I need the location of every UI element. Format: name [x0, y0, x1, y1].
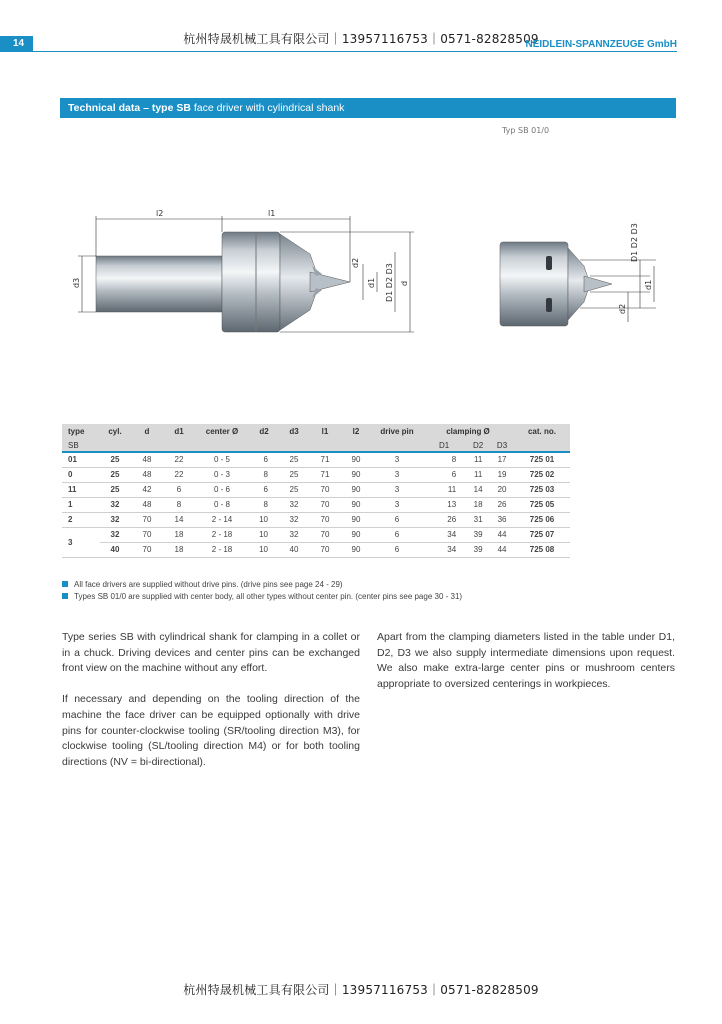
notes — [62, 578, 462, 602]
header-contact: 杭州特晟机械工具有限公司｜13957116753｜0571-82828509 — [183, 32, 539, 46]
body — [222, 232, 280, 332]
front-body — [500, 242, 568, 326]
section-title-rest: face driver with cylindrical shank — [190, 102, 345, 114]
svg-text:d2: d2 — [351, 257, 360, 268]
section-title-bold: Technical data – type SB — [68, 102, 191, 114]
col-header: d — [130, 424, 164, 439]
subheader-D1: D1 — [422, 439, 466, 452]
subheader-D2: D2 — [466, 439, 490, 452]
table-row: 40 70 18 2 - 18 10 40 70 90 6 34 39 44 725 08 — [62, 542, 570, 557]
table-row: 11 25 42 6 0 - 6 6 25 70 90 3 11 14 20 725 03 — [62, 482, 570, 497]
col-header: type — [62, 424, 100, 439]
col-header: cat. no. — [514, 424, 570, 439]
col-header: d3 — [278, 424, 310, 439]
col-header: d2 — [250, 424, 278, 439]
table-row: 0 25 48 22 0 - 3 8 25 71 90 3 6 11 19 725 02 — [62, 467, 570, 482]
technical-data-table — [62, 424, 570, 558]
header-rule — [33, 51, 677, 52]
table-row: 1 32 48 8 0 - 8 8 32 70 90 3 13 18 26 725 05 — [62, 497, 570, 512]
table-row: 2 32 70 14 2 - 14 10 32 70 90 6 26 31 36 725 06 — [62, 512, 570, 527]
body-column-left — [62, 630, 360, 786]
col-header: d1 — [164, 424, 194, 439]
shank — [96, 256, 222, 312]
table-row: 01 25 48 22 0 - 5 6 25 71 90 3 8 11 17 725 01 — [62, 452, 570, 467]
svg-text:D1 D2 D3: D1 D2 D3 — [385, 263, 394, 302]
bullet-square-icon — [62, 581, 68, 587]
brand-name: NEIDLEIN-SPANNZEUGE GmbH — [525, 39, 677, 50]
col-header: clamping Ø — [422, 424, 514, 439]
col-header: l1 — [310, 424, 340, 439]
section-title — [60, 98, 676, 118]
col-header: drive pin — [372, 424, 422, 439]
svg-text:d: d — [400, 280, 409, 286]
paragraph: Apart from the clamping diameters listed in the table under D1, D2, D3 we also supply intermediate dimensions upon request. We also make extra-large center pins or mushroom centers appropriate to oversized centerings in workpieces. — [377, 631, 675, 690]
svg-text:d3: d3 — [72, 277, 81, 288]
svg-text:d2: d2 — [618, 303, 627, 314]
col-header: cyl. — [100, 424, 130, 439]
type-label: Typ SB 01/0 — [502, 126, 550, 135]
col-header: l2 — [340, 424, 372, 439]
technical-drawing — [60, 196, 660, 346]
table-row: 3 32 70 18 2 - 18 10 32 70 90 6 34 39 44 725 07 — [62, 527, 570, 542]
svg-text:d1: d1 — [367, 277, 376, 288]
svg-text:l1: l1 — [268, 209, 276, 218]
paragraph: Type series SB with cylindrical shank for clamping in a collet or in a chuck. Driving devices and center pins can be exchanged front view on the machine without any effort. — [62, 631, 360, 675]
paragraph: If necessary and depending on the tooling direction of the machine the face driver can be equipped optionally with drive pins for counter-clockwise tooling (SR/tooling direction M3), for clockwise tooling (SL/tooling direction M4) or for both tooling directions (NV = bi-directional). — [62, 693, 360, 768]
subheader-type: SB — [62, 439, 100, 452]
note-item: Types SB 01/0 are supplied with center body, all other types without center pin. (center pins see page 30 - 31) — [62, 590, 462, 602]
page-number: 14 — [0, 36, 33, 52]
bullet-square-icon — [62, 593, 68, 599]
svg-text:D1 D2 D3: D1 D2 D3 — [630, 223, 639, 262]
note-item: All face drivers are supplied without drive pins. (drive pins see page 24 - 29) — [62, 578, 462, 590]
svg-text:l2: l2 — [156, 209, 164, 218]
footer-contact: 杭州特晟机械工具有限公司｜13957116753｜0571-82828509 — [183, 983, 539, 997]
subheader-D3: D3 — [490, 439, 514, 452]
col-header: center Ø — [194, 424, 250, 439]
svg-text:d1: d1 — [644, 279, 653, 290]
body-column-right — [377, 630, 675, 708]
